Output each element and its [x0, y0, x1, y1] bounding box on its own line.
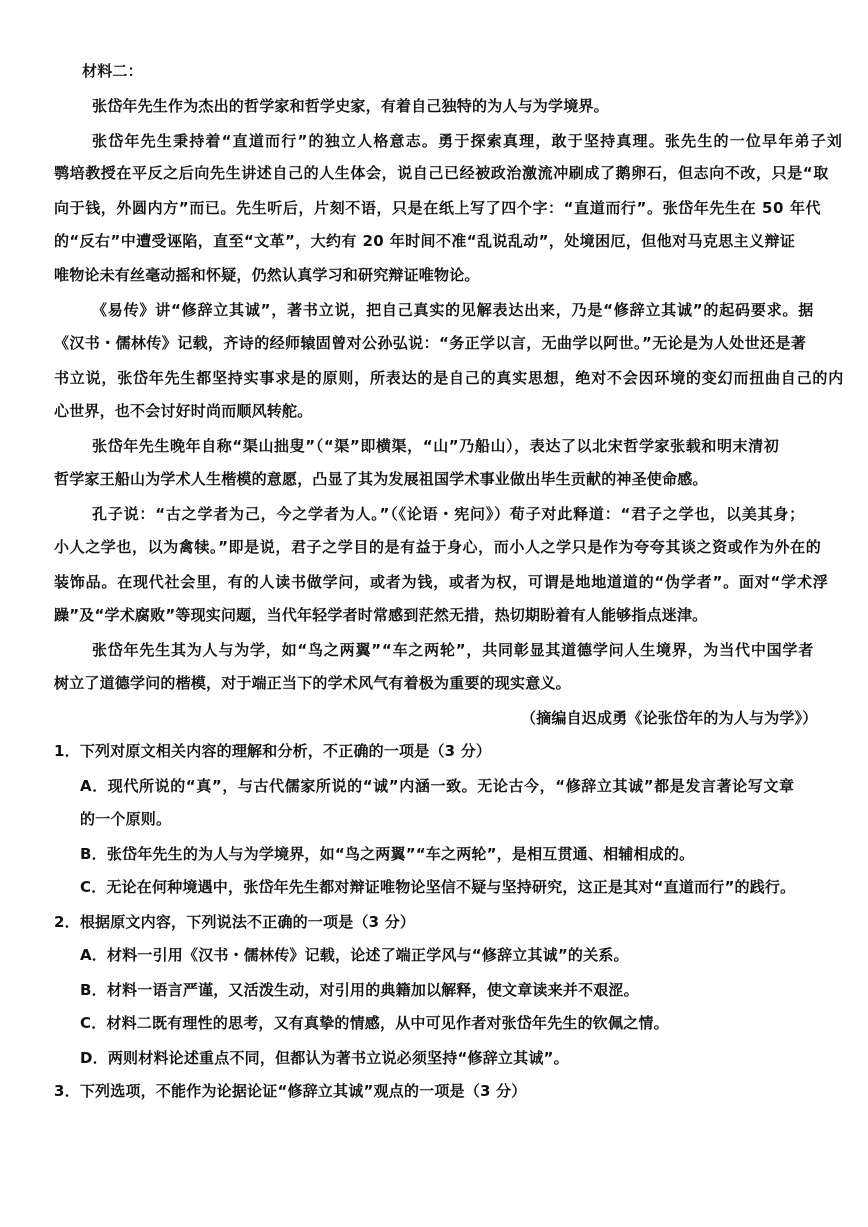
paragraph-line: 心世界，也不会讨好时尚而顺风转舵。 — [54, 402, 313, 420]
question-stem: 1．下列对原文相关内容的理解和分析，不正确的一项是（3 分） — [54, 742, 492, 760]
paragraph-line: 孔子说：“古之学者为己，今之学者为人。”（《论语・宪问》）荀子对此释道：“君子之学也，以美其身； — [92, 505, 805, 523]
question-option: D．两则材料论述重点不同，但都认为著书立说必须坚持“修辞立其诚”。 — [80, 1049, 569, 1067]
question-option: C．材料二既有理性的思考，又有真挚的情感，从中可见作者对张岱年先生的钦佩之情。 — [80, 1014, 669, 1032]
paragraph-line: 鹗培教授在平反之后向先生讲述自己的人生体会，说自己已经被政治激流冲刷成了鹅卵石，但志向不改，只是“取 — [54, 164, 829, 182]
paragraph-line: 哲学家王船山为学术人生楷模的意愿，凸显了其为发展祖国学术事业做出毕生贡献的神圣使命感。 — [54, 470, 708, 488]
section-title: 材料二： — [82, 62, 143, 80]
paragraph-line: 《易传》讲“修辞立其诚”，著书立说，把自己真实的见解表达出来，乃是“修辞立其诚”的起码要求。据 — [92, 301, 815, 319]
paragraph-line: 张岱年先生秉持着“直道而行”的独立人格意志。勇于探索真理，敢于坚持真理。张先生的一位早年弟子刘 — [92, 132, 844, 150]
question-stem: 2．根据原文内容，下列说法不正确的一项是（3 分） — [54, 913, 416, 931]
source-citation: （摘编自迟成勇《论张岱年的为人与为学》） — [521, 709, 818, 727]
question-option: B．材料一语言严谨，又活泼生动，对引用的典籍加以解释，使文章读来并不艰涩。 — [80, 981, 639, 999]
paragraph-line: 向于钱，外圆内方”而已。先生听后，片刻不语，只是在纸上写了四个字：“直道而行”。张岱年先生在 50 年代 — [54, 199, 822, 217]
question-option: C．无论在何种境遇中，张岱年先生都对辩证唯物论坚信不疑与坚持研究，这正是其对“直道而行”的践行。 — [80, 878, 796, 896]
paragraph-line: 书立说，张岱年先生都坚持实事求是的原则，所表达的是自己的真实思想，绝对不会因环境的变幻而扭曲自己的内 — [54, 369, 845, 387]
question-option: A．现代所说的“真”，与古代儒家所说的“诚”内涵一致。无论古今，“修辞立其诚”都是发言著论写文章 — [80, 777, 795, 795]
paragraph-line: 《汉书・儒林传》记载，齐诗的经师辕固曾对公孙弘说：“务正学以言，无曲学以阿世。”无论是为人处世还是著 — [54, 334, 807, 352]
question-stem: 3．下列选项，不能作为论据论证“修辞立其诚”观点的一项是（3 分） — [54, 1082, 527, 1100]
paragraph-line: 张岱年先生晚年自称“渠山拙叟”（“渠”即横渠，“山”乃船山），表达了以北宋哲学家张载和明末清初 — [92, 437, 780, 455]
paragraph-line: 装饰品。在现代社会里，有的人读书做学问，或者为钱，或者为权，可谓是地地道道的“伪学者”。面对“学术浮 — [54, 573, 829, 591]
paragraph-line: 唯物论未有丝毫动摇和怀疑，仍然认真学习和研究辩证唯物论。 — [54, 266, 480, 284]
paragraph-line: 张岱年先生作为杰出的哲学家和哲学史家，有着自己独特的为人与为学境界。 — [92, 97, 609, 115]
question-option: 的一个原则。 — [80, 810, 172, 828]
paragraph-line: 树立了道德学问的楷模，对于端正当下的学术风气有着极为重要的现实意义。 — [54, 674, 571, 692]
paragraph-line: 张岱年先生其为人与为学，如“鸟之两翼”“车之两轮”，共同彰显其道德学问人生境界，为当代中国学者 — [92, 641, 815, 659]
paragraph-line: 的“反右”中遭受诬陷，直至“文革”，大约有 20 年时间不准“乱说乱动”，处境困厄，但他对马克思主义辩证 — [54, 232, 796, 250]
paragraph-line: 小人之学也，以为禽犊。”即是说，君子之学目的是有益于身心，而小人之学只是作为夸夸其谈之资或作为外在的 — [54, 538, 822, 556]
question-option: A．材料一引用《汉书・儒林传》记载，论述了端正学风与“修辞立其诚”的关系。 — [80, 946, 629, 964]
question-option: B．张岱年先生的为人与为学境界，如“鸟之两翼”“车之两轮”，是相互贯通、相辅相成的。 — [80, 845, 695, 863]
paragraph-line: 躁”及“学术腐败”等现实问题，当代年轻学者时常感到茫然无措，热切期盼着有人能够指点迷津。 — [54, 606, 708, 624]
